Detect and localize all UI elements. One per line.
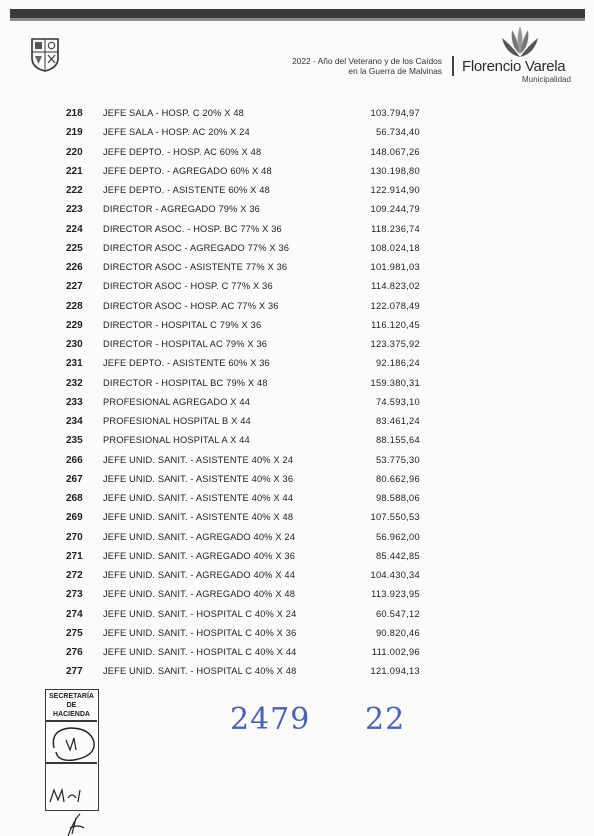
row-number: 231 [66, 358, 83, 370]
salary-table [0, 104, 594, 682]
row-number: 229 [66, 319, 83, 331]
brand-subtitle: Municipalidad [522, 75, 571, 84]
row-number: 232 [66, 377, 83, 389]
table-row [0, 662, 594, 681]
row-description: JEFE UNID. SANIT. - AGREGADO 40% X 24 [103, 531, 296, 542]
row-amount: 60.547,12 [375, 608, 420, 619]
row-description: JEFE UNID. SANIT. - HOSPITAL C 40% X 36 [103, 627, 297, 638]
row-amount: 85.442,85 [375, 550, 420, 561]
row-amount: 113.923,95 [371, 589, 420, 600]
row-amount: 130.198,80 [370, 165, 420, 176]
row-number: 226 [66, 262, 83, 273]
table-row [0, 451, 594, 470]
row-description: PROFESIONAL HOSPITAL B X 44 [103, 416, 251, 426]
municipal-crest-icon [30, 36, 60, 72]
row-description: DIRECTOR - AGREGADO 79% X 36 [103, 204, 260, 215]
row-number: 227 [66, 281, 83, 293]
row-number: 271 [66, 550, 83, 562]
row-number: 235 [66, 435, 83, 447]
row-number: 273 [66, 589, 83, 601]
table-row [0, 335, 594, 354]
row-number: 267 [66, 473, 83, 485]
table-row [0, 605, 594, 624]
row-amount: 88.155,64 [375, 435, 420, 446]
row-amount: 121.094,13 [370, 666, 420, 677]
row-amount: 107.550,53 [370, 512, 420, 523]
row-description: JEFE DEPTO. - ASISTENTE 60% X 48 [103, 185, 270, 195]
table-row [0, 489, 594, 508]
row-amount: 118.236,74 [371, 223, 420, 234]
row-amount: 83.461,24 [375, 416, 420, 426]
scan-edge-bar-shadow [10, 18, 585, 21]
table-row [0, 508, 594, 527]
table-row [0, 143, 594, 162]
row-description: DIRECTOR ASOC - HOSP. C 77% X 36 [103, 281, 273, 292]
year-motto [292, 56, 442, 76]
table-row [0, 297, 594, 316]
stamp-line-1: SECRETARÍA [49, 693, 94, 700]
row-description: JEFE UNID. SANIT. - ASISTENTE 40% X 44 [103, 493, 294, 503]
scan-edge-bar [10, 9, 585, 18]
table-row [0, 239, 594, 258]
header-divider [452, 56, 454, 76]
row-number: 221 [66, 165, 83, 177]
row-description: JEFE DEPTO. - AGREGADO 60% X 48 [103, 165, 272, 176]
folio-year: 22 [365, 702, 406, 737]
table-row [0, 104, 594, 123]
table-row [0, 393, 594, 412]
table-row [0, 220, 594, 239]
row-amount: 159.380,31 [370, 377, 420, 388]
table-row [0, 123, 594, 142]
row-description: JEFE DEPTO. - ASISTENTE 60% X 36 [103, 358, 270, 369]
florencio-varela-logo-icon [496, 24, 544, 58]
row-description: JEFE UNID. SANIT. - HOSPITAL C 40% X 48 [103, 666, 297, 677]
row-number: 274 [66, 608, 83, 620]
row-amount: 53.775,30 [375, 454, 420, 465]
table-row [0, 643, 594, 662]
row-description: PROFESIONAL AGREGADO X 44 [103, 396, 251, 407]
row-description: JEFE SALA - HOSP. C 20% X 48 [103, 108, 244, 118]
row-description: DIRECTOR ASOC - HOSP. AC 77% X 36 [103, 300, 279, 311]
row-number: 269 [66, 512, 83, 524]
row-description: JEFE UNID. SANIT. - AGREGADO 40% X 48 [103, 589, 296, 600]
row-number: 230 [66, 339, 83, 350]
motto-line-2: en la Guerra de Malvinas [348, 66, 442, 76]
row-amount: 114.823,02 [371, 281, 420, 292]
table-row [0, 412, 594, 431]
row-description: JEFE UNID. SANIT. - ASISTENTE 40% X 24 [103, 454, 294, 465]
row-description: JEFE SALA - HOSP. AC 20% X 24 [103, 127, 250, 138]
brand-name: Florencio Varela [462, 58, 566, 75]
table-row [0, 316, 594, 335]
table-row [0, 585, 594, 604]
row-number: 233 [66, 396, 83, 408]
row-amount: 103.794,97 [370, 108, 420, 118]
row-amount: 116.120,45 [371, 319, 420, 330]
row-number: 276 [66, 647, 83, 658]
row-description: JEFE UNID. SANIT. - AGREGADO 40% X 36 [103, 550, 296, 561]
table-row [0, 354, 594, 373]
row-description: DIRECTOR - HOSPITAL BC 79% X 48 [103, 377, 268, 388]
row-amount: 122.078,49 [370, 300, 420, 311]
row-description: JEFE UNID. SANIT. - ASISTENTE 40% X 48 [103, 512, 294, 523]
table-row [0, 200, 594, 219]
table-row [0, 624, 594, 643]
row-amount: 98.588,06 [375, 493, 420, 503]
table-row [0, 566, 594, 585]
row-amount: 123.375,92 [370, 339, 420, 349]
stamp-label [46, 692, 97, 719]
row-description: DIRECTOR - HOSPITAL AC 79% X 36 [103, 339, 268, 349]
row-amount: 104.430,34 [370, 570, 420, 580]
row-number: 220 [66, 146, 83, 158]
row-number: 275 [66, 627, 83, 639]
row-number: 223 [66, 204, 83, 216]
row-description: DIRECTOR - HOSPITAL C 79% X 36 [103, 319, 262, 330]
table-row [0, 181, 594, 200]
handwritten-initials-icon [40, 720, 110, 836]
row-description: JEFE UNID. SANIT. - HOSPITAL C 40% X 24 [103, 608, 297, 619]
table-row [0, 528, 594, 547]
motto-line-1: 2022 - Año del Veterano y de los Caídos [292, 56, 442, 66]
row-amount: 109.244,79 [370, 204, 420, 215]
row-number: 272 [66, 570, 83, 581]
row-description: JEFE UNID. SANIT. - ASISTENTE 40% X 36 [103, 473, 294, 484]
row-number: 224 [66, 223, 83, 235]
folio-number: 2479 [230, 702, 311, 737]
row-amount: 90.820,46 [375, 627, 420, 638]
row-amount: 56.962,00 [375, 531, 420, 542]
row-number: 218 [66, 108, 83, 119]
row-amount: 101.981,03 [370, 262, 420, 272]
row-number: 225 [66, 242, 83, 254]
row-amount: 111.002,96 [371, 647, 420, 657]
row-number: 222 [66, 185, 83, 196]
row-description: DIRECTOR ASOC - AGREGADO 77% X 36 [103, 242, 290, 253]
row-description: JEFE UNID. SANIT. - HOSPITAL C 40% X 44 [103, 647, 297, 657]
row-description: PROFESIONAL HOSPITAL A X 44 [103, 435, 250, 446]
row-number: 266 [66, 454, 83, 466]
stamp-line-3: HACIENDA [53, 711, 90, 718]
table-row [0, 431, 594, 450]
row-number: 268 [66, 493, 83, 504]
row-number: 234 [66, 416, 83, 427]
row-number: 270 [66, 531, 83, 543]
row-amount: 56.734,40 [375, 127, 420, 138]
row-amount: 108.024,18 [370, 242, 420, 253]
table-row [0, 162, 594, 181]
row-description: JEFE UNID. SANIT. - AGREGADO 40% X 44 [103, 570, 296, 580]
table-row [0, 258, 594, 277]
row-amount: 74.593,10 [375, 396, 420, 407]
table-row [0, 547, 594, 566]
row-number: 219 [66, 127, 83, 139]
row-amount: 80.662,96 [375, 473, 420, 484]
row-number: 277 [66, 666, 83, 678]
table-row [0, 374, 594, 393]
table-row [0, 277, 594, 296]
row-description: DIRECTOR ASOC. - HOSP. BC 77% X 36 [103, 223, 282, 234]
stamp-line-2: DE [66, 702, 77, 709]
row-amount: 148.067,26 [370, 146, 420, 157]
row-description: JEFE DEPTO. - HOSP. AC 60% X 48 [103, 146, 262, 157]
table-row [0, 470, 594, 489]
row-amount: 92.186,24 [375, 358, 420, 369]
row-description: DIRECTOR ASOC - ASISTENTE 77% X 36 [103, 262, 288, 272]
row-number: 228 [66, 300, 83, 312]
row-amount: 122.914,90 [370, 185, 420, 195]
